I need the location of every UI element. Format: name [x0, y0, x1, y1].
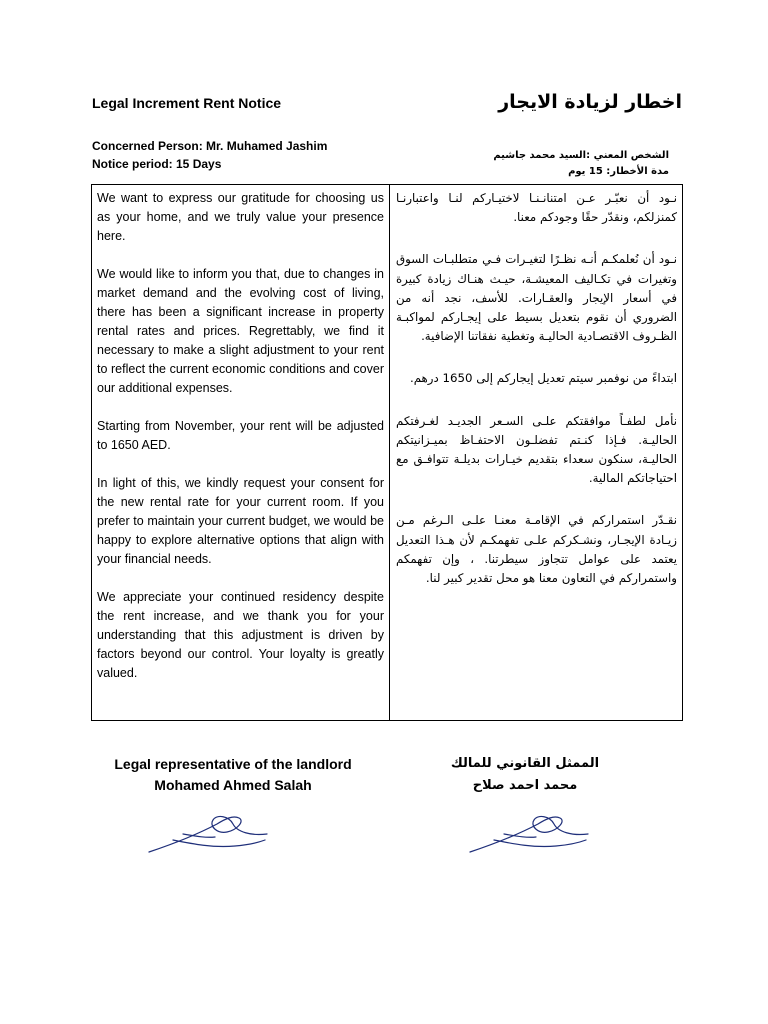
paragraph-en-5: We appreciate your continued residency despite the rent increase, and we thank you for your understanding that this adjustment is driven by factors beyond our control. Your loyalty is greatly valued. [97, 590, 384, 680]
handwritten-signature-right [464, 810, 594, 862]
notice-body-table [91, 184, 683, 721]
paragraph-ar-3: ابتداءً من نوفمبر سيتم تعديل إيجاركم إلى 1650 درهم. [409, 371, 677, 386]
signatory-role-english: Legal representative of the landlord [114, 756, 352, 772]
concerned-person-english: Concerned Person: Mr. Muhamed Jashim [92, 139, 328, 153]
notice-meta-english [92, 137, 327, 173]
paragraph-ar-5: نقـدّر استمراركم في الإقامـة معنـا علـى الـرغم مـن زيـادة الإيجـار، ونشـكركم علـى تفهمكـم لأن هـذا التعديل يعتمد على عوامل تتجاوز سيطرتنا. ، وإن تفهمكم واستمراركم في التعاون معنا هو محل تقدير كبير لنا. [396, 513, 677, 586]
paragraph-ar-4: نأمل لطفـاً موافقتكم علـى السـعر الجديـد لغـرفتكم الحاليـة. فـإذا كنـتم تفضلـون الاحتفـاظ بميـزانيتكم الحاليـة، سنكون سعداء بتقديم خيـارات بديلـة تتوافـق مع احتياجاتكم المالية. [396, 413, 677, 486]
paragraph-ar-2: نـود أن نُعلمكـم أنـه نظـرًا لتغيـرات فـي متطلبـات السوق وتغيرات في تكـاليف المعيشـة، حيـث هنـاك زيادة كبيرة في أسعار الإيجار والعقـارات. للأسف، نجد أنه من الضروري أن نقوم بتعديل بسيط على إيجـاركم لمواكبـة الظـروف الاقتصـادية الحاليـة وتغطية نفقاتنا الإضافية. [396, 252, 677, 344]
paragraph-ar-1: نـود أن نعبّـر عـن امتنانـنـا لاختيـاركم لنـا واعتبارنـا كمنزلكم، ونقدّر حقًا وجودكم معنا. [396, 191, 677, 225]
signatory-arabic [440, 753, 610, 797]
signatory-english [104, 754, 362, 796]
signatory-name-arabic: محمد احمد صلاح [472, 778, 578, 793]
notice-period-english: Notice period: 15 Days [92, 157, 222, 171]
concerned-person-arabic: الشخص المعني :السيد محمد جاشيم [493, 150, 669, 161]
signatory-role-arabic: الممثل القانوني للمالك [450, 756, 600, 771]
paragraph-en-2: We would like to inform you that, due to changes in market demand and the evolving cost of living, there has been a significant increase in property rental rates and prices. Regrettably, we find it necessary to make a slight adjustment to your rent to reflect the current economic conditions and cover our additional expenses. [97, 267, 384, 395]
paragraph-en-4: In light of this, we kindly request your consent for the new rental rate for your current room. If you prefer to maintain your current budget, we would be happy to explore alternative options that align with your financial needs. [97, 476, 384, 566]
notice-period-arabic: مدة الأخطار: 15 يوم [568, 166, 669, 177]
english-column [92, 185, 390, 720]
paragraph-en-3: Starting from November, your rent will be adjusted to 1650 AED. [97, 419, 384, 452]
arabic-column [390, 185, 682, 720]
notice-meta-arabic [493, 148, 669, 180]
title-english: Legal Increment Rent Notice [92, 95, 282, 111]
title-arabic: اخطار لزيادة الايجار [498, 91, 682, 113]
signatory-name-english: Mohamed Ahmed Salah [154, 777, 312, 793]
handwritten-signature-left [143, 810, 273, 862]
paragraph-en-1: We want to express our gratitude for choosing us as your home, and we truly value your presence here. [97, 191, 384, 243]
